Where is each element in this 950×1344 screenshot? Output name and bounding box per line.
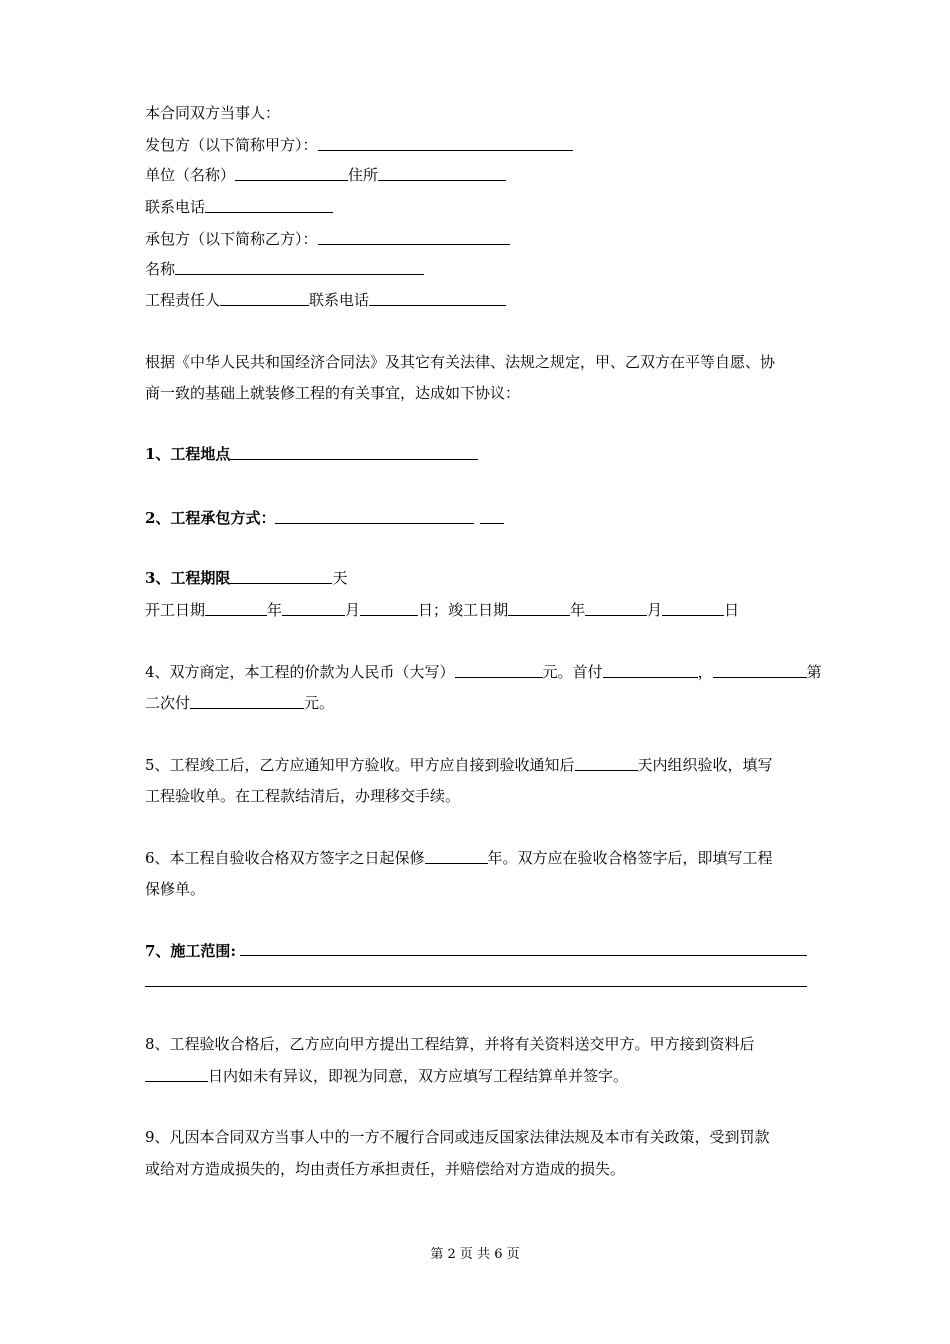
clause-9-line-1: 9、凡因本合同双方当事人中的一方不履行合同或违反国家法律法规及本市有关政策，受到罚款 xyxy=(145,1128,770,1146)
second-yuan-text: 元。 xyxy=(304,694,335,712)
start-year-unit: 年 xyxy=(267,601,283,619)
clause-1 xyxy=(145,443,478,465)
contract-mode-blank-1[interactable] xyxy=(275,507,348,524)
scope-blank-2[interactable] xyxy=(145,986,807,987)
price-blank[interactable] xyxy=(455,661,543,678)
clause-4-line-2 xyxy=(145,692,334,714)
end-year-unit: 年 xyxy=(570,601,586,619)
name-label: 名称 xyxy=(145,260,176,278)
contract-mode-blank-3[interactable] xyxy=(480,507,504,524)
clause-9-line-2: 或给对方造成损失的，均由责任方承担责任，并赔偿给对方造成的损失。 xyxy=(145,1160,626,1178)
phone-blank[interactable] xyxy=(205,196,333,213)
comma: ， xyxy=(697,663,713,681)
end-date-label: 竣工日期 xyxy=(448,601,509,619)
clause-2 xyxy=(145,507,504,529)
clause-7 xyxy=(145,940,236,962)
party-a-label: 发包方（以下简称甲方）： xyxy=(145,136,318,154)
clause-7-label: 7、施工范围: xyxy=(145,942,236,960)
clause-3-label: 3、工程期限 xyxy=(145,569,231,587)
end-day-unit: 日 xyxy=(724,601,740,619)
address-blank[interactable] xyxy=(378,164,506,181)
start-month-blank[interactable] xyxy=(282,599,345,616)
duration-blank-1[interactable] xyxy=(230,567,269,584)
start-date-label: 开工日期 xyxy=(145,601,206,619)
manager-label: 工程责任人 xyxy=(145,291,221,309)
clause-6-text-b: 年。双方应在验收合格签字后，即填写工程 xyxy=(487,849,773,867)
clause-4-line-1 xyxy=(145,661,822,683)
start-month-unit: 月 xyxy=(345,601,361,619)
clause-2-label: 2、工程承包方式： xyxy=(145,509,276,527)
manager-line xyxy=(145,289,506,311)
unit-label: 单位（名称） xyxy=(145,166,236,184)
unit-blank[interactable] xyxy=(235,164,348,181)
preamble-line-2: 商一致的基础上就装修工程的有关事宜，达成如下协议： xyxy=(145,384,521,402)
party-b-blank[interactable] xyxy=(318,228,510,245)
manager-blank[interactable] xyxy=(220,289,309,306)
name-blank[interactable] xyxy=(175,258,424,275)
clause-5-line-1 xyxy=(145,754,773,776)
clause-5-text-a: 5、工程竣工后，乙方应通知甲方验收。甲方应自接到验收通知后 xyxy=(145,756,575,774)
second-text-a: 第 xyxy=(806,663,822,681)
start-day-unit: 日； xyxy=(418,601,449,619)
clause-3 xyxy=(145,567,347,589)
manager-phone-label: 联系电话 xyxy=(309,291,370,309)
manager-phone-blank[interactable] xyxy=(369,289,506,306)
location-blank[interactable] xyxy=(230,443,478,460)
end-month-blank[interactable] xyxy=(585,599,647,616)
warranty-years-blank[interactable] xyxy=(425,847,488,864)
end-year-blank[interactable] xyxy=(508,599,570,616)
start-year-blank[interactable] xyxy=(205,599,267,616)
party-b-line xyxy=(145,228,510,250)
party-a-line xyxy=(145,134,573,156)
clause-6-line-2: 保修单。 xyxy=(145,880,206,898)
clause-8-line-1: 8、工程验收合格后，乙方应向甲方提出工程结算，并将有关资料送交甲方。甲方接到资料后 xyxy=(145,1035,755,1053)
unit-line xyxy=(145,164,506,186)
clause-4-text: 4、双方商定，本工程的价款为人民币（大写） xyxy=(145,663,455,681)
clause-5-text-b: 天内组织验收，填写 xyxy=(637,756,773,774)
phone-line xyxy=(145,196,333,218)
end-month-unit: 月 xyxy=(647,601,663,619)
start-day-blank[interactable] xyxy=(360,599,418,616)
end-day-blank[interactable] xyxy=(662,599,724,616)
second-text-b: 二次付 xyxy=(145,694,191,712)
page-number: 第 2 页 共 6 页 xyxy=(430,1247,520,1262)
objection-days-blank[interactable] xyxy=(145,1065,208,1082)
address-label: 住所 xyxy=(348,166,379,184)
price-yuan-text: 元。首付 xyxy=(542,663,603,681)
clause-8-text-b: 日内如未有异议，即视为同意，双方应填写工程结算单并签字。 xyxy=(208,1067,629,1085)
second-payment-blank[interactable] xyxy=(190,692,304,709)
first-payment-blank[interactable] xyxy=(603,661,698,678)
scope-blank-1[interactable] xyxy=(240,955,807,956)
name-line xyxy=(145,258,424,280)
duration-unit: 天 xyxy=(332,569,348,587)
clause-5-line-2: 工程验收单。在工程款结清后，办理移交手续。 xyxy=(145,787,461,805)
clause-6-text-a: 6、本工程自验收合格双方签字之日起保修 xyxy=(145,849,425,867)
duration-blank-2[interactable] xyxy=(269,567,332,584)
clause-6-line-1 xyxy=(145,847,773,869)
preamble-line-1: 根据《中华人民共和国经济合同法》及其它有关法律、法规之规定，甲、乙双方在平等自愿、协 xyxy=(145,353,776,371)
party-a-blank[interactable] xyxy=(318,134,573,151)
first-payment-blank-2[interactable] xyxy=(713,661,807,678)
dates-line xyxy=(145,599,739,621)
clause-1-label: 1、工程地点 xyxy=(145,445,231,463)
clause-8-line-2 xyxy=(145,1065,628,1087)
party-b-label: 承包方（以下简称乙方）： xyxy=(145,230,318,248)
acceptance-days-blank[interactable] xyxy=(575,754,638,771)
contract-mode-blank-2[interactable] xyxy=(348,507,474,524)
phone-label: 联系电话 xyxy=(145,198,206,216)
parties-heading: 本合同双方当事人： xyxy=(145,104,281,122)
